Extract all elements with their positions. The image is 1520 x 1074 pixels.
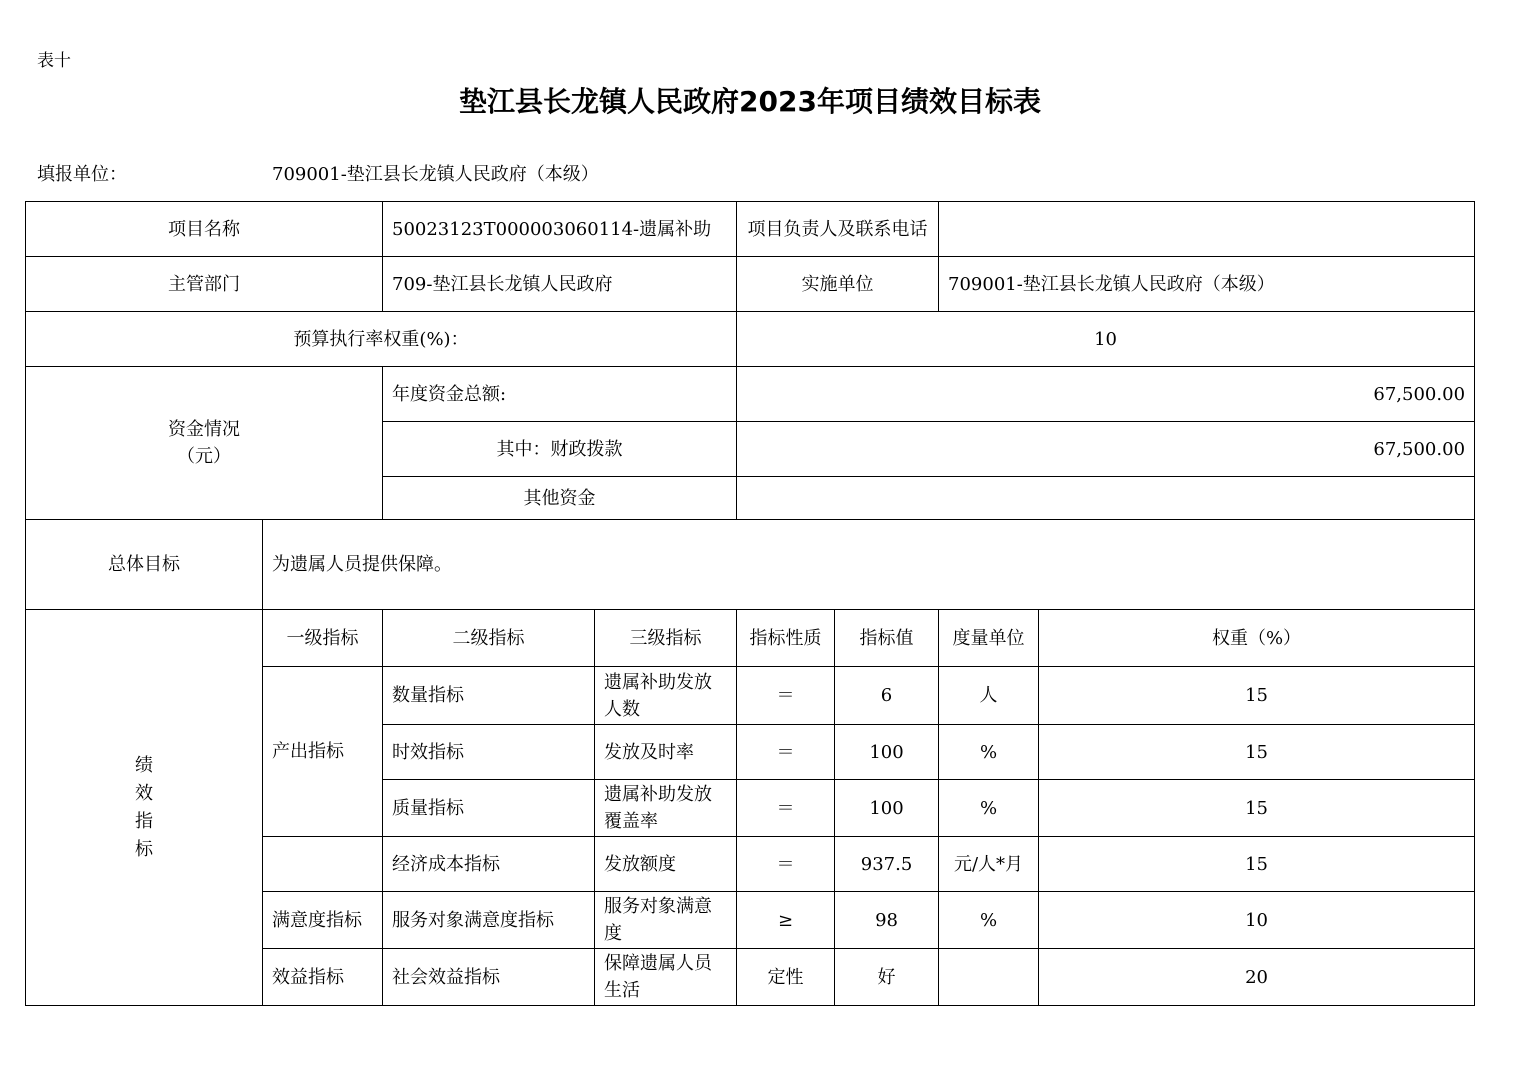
row-weight: 15 (1039, 725, 1475, 780)
benefit-indicator-label: 效益指标 (263, 949, 383, 1006)
funds-fiscal-label: 其中：财政拨款 (383, 422, 737, 477)
row-nature: ＝ (737, 780, 835, 837)
row-unit: % (939, 780, 1039, 837)
row-nature: 定性 (737, 949, 835, 1006)
budget-weight-value: 10 (737, 312, 1475, 367)
indicator-section-char: 指 (135, 810, 153, 832)
funds-label-line2: （元） (177, 446, 231, 467)
row-value: 937.5 (835, 837, 939, 892)
row-unit: % (939, 725, 1039, 780)
row-value: 6 (835, 667, 939, 725)
indicator-section-char: 绩 (135, 754, 153, 776)
row-nature: ＝ (737, 667, 835, 725)
row-unit: 人 (939, 667, 1039, 725)
row-value: 100 (835, 780, 939, 837)
satisfaction-indicator-label: 满意度指标 (263, 892, 383, 949)
dept-value: 709-垫江县长龙镇人民政府 (383, 257, 737, 312)
row-level3: 发放及时率 (595, 725, 737, 780)
funds-other-value (737, 477, 1475, 520)
row-level2: 社会效益指标 (383, 949, 595, 1006)
header-value: 指标值 (835, 610, 939, 667)
row-weight: 15 (1039, 837, 1475, 892)
budget-weight-label: 预算执行率权重(%)： (26, 312, 737, 367)
row-weight: 15 (1039, 667, 1475, 725)
row-unit: % (939, 892, 1039, 949)
row-weight: 15 (1039, 780, 1475, 837)
header-level1: 一级指标 (263, 610, 383, 667)
header-nature: 指标性质 (737, 610, 835, 667)
row-value: 98 (835, 892, 939, 949)
row-nature: ＝ (737, 725, 835, 780)
row-level2: 经济成本指标 (383, 837, 595, 892)
row-level3: 服务对象满意度 (595, 892, 737, 949)
row-unit: 元/人*月 (939, 837, 1039, 892)
indicator-section-char: 效 (135, 782, 153, 804)
impl-unit-label: 实施单位 (737, 257, 939, 312)
funds-label-line1: 资金情况 (168, 419, 240, 440)
row-level2: 服务对象满意度指标 (383, 892, 595, 949)
funds-label (26, 367, 383, 520)
project-name-row (26, 202, 1475, 257)
row-weight: 20 (1039, 949, 1475, 1006)
row-nature: ＝ (737, 837, 835, 892)
budget-weight-row (26, 312, 1475, 367)
indicator-section-char: 标 (135, 838, 153, 860)
row-level3: 保障遗属人员生活 (595, 949, 737, 1006)
header-level2: 二级指标 (383, 610, 595, 667)
overall-goal-label: 总体目标 (26, 520, 263, 610)
project-name-label: 项目名称 (26, 202, 383, 257)
reporting-unit-value: 709001-垫江县长龙镇人民政府（本级） (272, 164, 599, 185)
impl-unit-value: 709001-垫江县长龙镇人民政府（本级） (939, 257, 1475, 312)
row-nature: ≥ (737, 892, 835, 949)
row-level3: 遗属补助发放覆盖率 (595, 780, 737, 837)
row-value: 好 (835, 949, 939, 1006)
row-level2: 质量指标 (383, 780, 595, 837)
header-level3: 三级指标 (595, 610, 737, 667)
funds-total-label: 年度资金总额: (383, 367, 737, 422)
row-value: 100 (835, 725, 939, 780)
header-unit: 度量单位 (939, 610, 1039, 667)
project-name-value: 50023123T000003060114-遗属补助 (383, 202, 737, 257)
header-weight: 权重（%） (1039, 610, 1475, 667)
row-weight: 10 (1039, 892, 1475, 949)
output-indicator-label: 产出指标 (263, 667, 383, 837)
overall-goal-value: 为遗属人员提供保障。 (263, 520, 1475, 610)
overall-goal-row (26, 520, 1475, 610)
indicator-header-row (26, 610, 1475, 667)
row-level3: 发放额度 (595, 837, 737, 892)
project-owner-value (939, 202, 1475, 257)
row-level1-empty (263, 837, 383, 892)
row-level2: 数量指标 (383, 667, 595, 725)
project-owner-label: 项目负责人及联系电话 (737, 202, 939, 257)
funds-fiscal-value: 67,500.00 (737, 422, 1475, 477)
funds-other-label: 其他资金 (383, 477, 737, 520)
reporting-unit-label: 填报单位： (37, 164, 127, 185)
row-unit (939, 949, 1039, 1006)
table-number: 表十 (37, 51, 71, 71)
row-level3: 遗属补助发放人数 (595, 667, 737, 725)
department-row (26, 257, 1475, 312)
page-title: 垫江县长龙镇人民政府2023年项目绩效目标表 (459, 85, 1041, 118)
funds-total-row (26, 367, 1475, 422)
row-level2: 时效指标 (383, 725, 595, 780)
indicator-section-label (26, 610, 263, 1006)
funds-total-value: 67,500.00 (737, 367, 1475, 422)
dept-label: 主管部门 (26, 257, 383, 312)
performance-target-table (25, 201, 1475, 1006)
